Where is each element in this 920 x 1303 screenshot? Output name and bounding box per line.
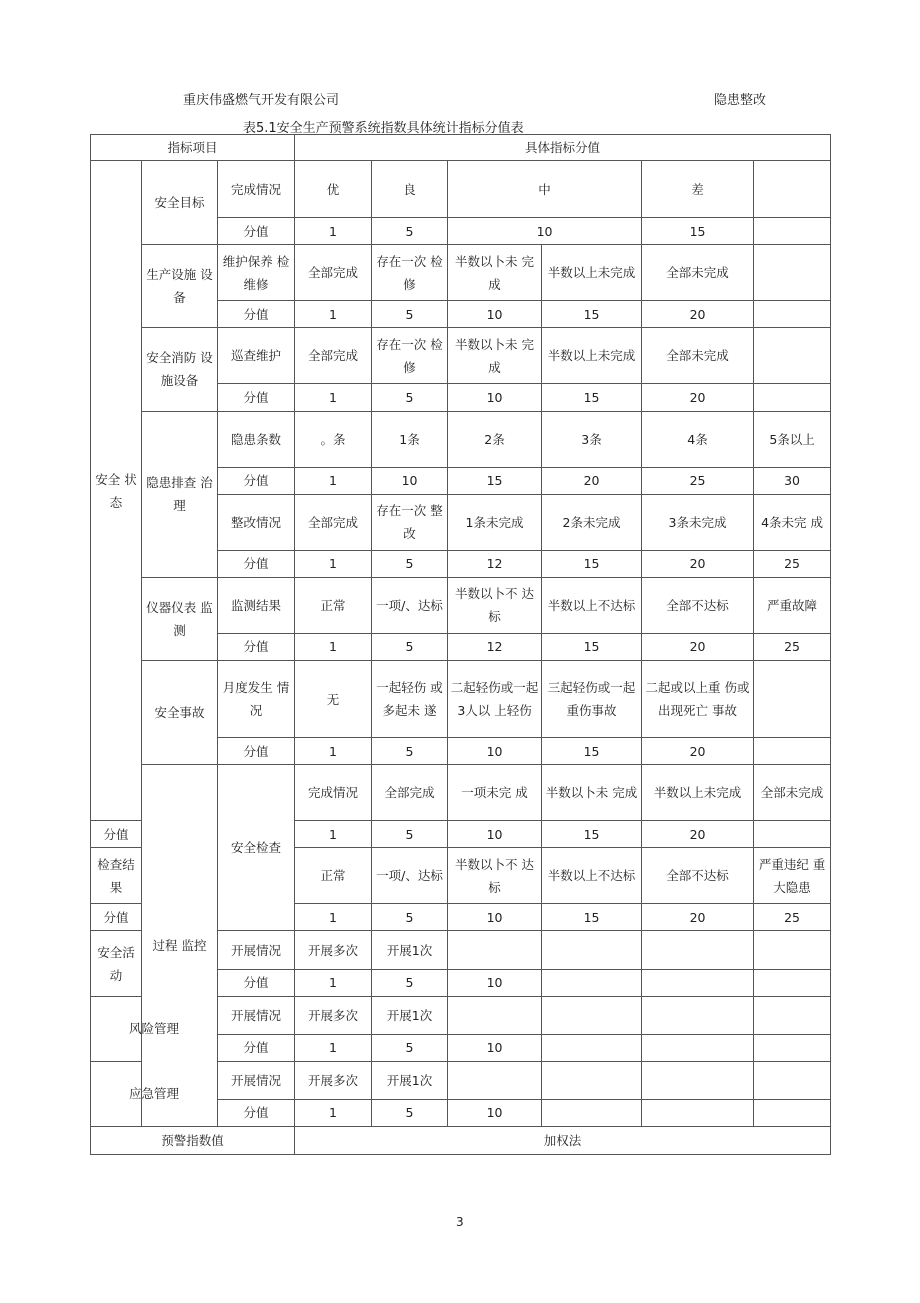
- cell: 全部完成: [372, 765, 448, 821]
- cell: 一项未完 成: [448, 765, 542, 821]
- cell: [448, 931, 542, 969]
- cell: 1: [295, 218, 372, 245]
- row-label: 监测结果: [218, 577, 295, 633]
- cell: 全部完成: [295, 245, 372, 301]
- cell: [754, 245, 831, 301]
- cell: 5条以上: [754, 411, 831, 467]
- cell: 2条未完成: [542, 494, 642, 550]
- cell: 10: [448, 301, 542, 328]
- cell: 5: [372, 1034, 448, 1061]
- cell: [754, 161, 831, 218]
- cell: 3条: [542, 411, 642, 467]
- cell: 10: [448, 384, 542, 411]
- cell: [754, 821, 831, 848]
- row-label: 分值: [91, 821, 142, 848]
- cell: 开展1次: [372, 931, 448, 969]
- cell: [754, 328, 831, 384]
- section-name: 仪器仪表 监测: [142, 577, 218, 660]
- footer-value: 加权法: [295, 1126, 831, 1154]
- cell: 半数以上未完成: [542, 328, 642, 384]
- cell: 1: [295, 821, 372, 848]
- cell: 半数以卜不 达标: [448, 577, 542, 633]
- row-label: 分值: [218, 467, 295, 494]
- cell: 20: [642, 301, 754, 328]
- cell: 15: [448, 467, 542, 494]
- group-process-monitoring: 过程 监控: [142, 765, 218, 1127]
- cell: 开展多次: [295, 1061, 372, 1099]
- cell: 1: [295, 969, 372, 996]
- cell: 12: [448, 550, 542, 577]
- section-name: 安全事故: [142, 660, 218, 764]
- cell: 20: [642, 384, 754, 411]
- indicator-table: [90, 134, 831, 1155]
- cell: 半数以卜未 完成: [448, 328, 542, 384]
- cell: 1: [295, 384, 372, 411]
- cell: 优: [295, 161, 372, 218]
- cell: 全部完成: [295, 328, 372, 384]
- header-value: 具体指标分值: [295, 135, 831, 161]
- cell: 全部未完成: [642, 328, 754, 384]
- cell: [754, 1099, 831, 1126]
- cell: 正常: [295, 848, 372, 904]
- cell: 15: [542, 633, 642, 660]
- cell: 1: [295, 1034, 372, 1061]
- cell: 5: [372, 384, 448, 411]
- cell: 二起轻伤或一起3人以 上轻伤: [448, 660, 542, 737]
- cell: 存在一次 检修: [372, 328, 448, 384]
- row-label: 开展情况: [218, 1061, 295, 1099]
- row-label: 分值: [218, 1034, 295, 1061]
- section-name: 隐患排查 治理: [142, 411, 218, 577]
- header-item: 指标项目: [91, 135, 295, 161]
- row-label: 分值: [218, 738, 295, 765]
- cell: [754, 1061, 831, 1099]
- cell: 1条: [372, 411, 448, 467]
- cell: [754, 301, 831, 328]
- cell: 10: [372, 467, 448, 494]
- cell: [754, 384, 831, 411]
- cell: 2条: [448, 411, 542, 467]
- cell: [754, 931, 831, 969]
- cell: 开展多次: [295, 996, 372, 1034]
- cell: [754, 1034, 831, 1061]
- cell: 半数以上不达标: [542, 848, 642, 904]
- page-number: 3: [456, 1215, 464, 1229]
- cell: 半数以卜不 达标: [448, 848, 542, 904]
- cell: 严重违纪 重大隐患: [754, 848, 831, 904]
- cell: 10: [448, 1099, 542, 1126]
- section-name: 安全活动: [91, 931, 142, 996]
- cell: 良: [372, 161, 448, 218]
- row-label: 维护保养 检维修: [218, 245, 295, 301]
- row-label: 分值: [218, 384, 295, 411]
- cell: [642, 969, 754, 996]
- document-type: 隐患整改: [714, 93, 767, 108]
- cell: [542, 931, 642, 969]
- cell: [754, 969, 831, 996]
- cell: [754, 996, 831, 1034]
- cell: 20: [642, 738, 754, 765]
- cell: 15: [542, 821, 642, 848]
- cell: 20: [542, 467, 642, 494]
- cell: 全部不达标: [642, 577, 754, 633]
- row-label: 巡查维护: [218, 328, 295, 384]
- cell: [542, 1061, 642, 1099]
- cell: 15: [642, 218, 754, 245]
- row-label: 开展情况: [218, 931, 295, 969]
- cell: 5: [372, 969, 448, 996]
- cell: 开展多次: [295, 931, 372, 969]
- cell: [542, 996, 642, 1034]
- cell: 1: [295, 738, 372, 765]
- cell: 存在一次 整改: [372, 494, 448, 550]
- cell: 15: [542, 384, 642, 411]
- cell: 5: [372, 633, 448, 660]
- cell: 25: [754, 633, 831, 660]
- group-safety-state: 安全 状态: [91, 161, 142, 821]
- cell: 3条未完成: [642, 494, 754, 550]
- cell: 15: [542, 301, 642, 328]
- cell: [754, 218, 831, 245]
- row-label: 隐患条数: [218, 411, 295, 467]
- cell: 一项/、达标: [372, 848, 448, 904]
- cell: 1: [295, 467, 372, 494]
- row-label: 完成情况: [295, 765, 372, 821]
- cell: 1: [295, 1099, 372, 1126]
- cell: [642, 996, 754, 1034]
- cell: 15: [542, 550, 642, 577]
- cell: [448, 996, 542, 1034]
- cell: [642, 1034, 754, 1061]
- row-label: 检查结果: [91, 848, 142, 904]
- row-label: 月度发生 情况: [218, 660, 295, 737]
- cell: [754, 660, 831, 737]
- cell: [754, 738, 831, 765]
- row-label: 分值: [218, 633, 295, 660]
- section-name: 安全检查: [218, 765, 295, 931]
- section-name: 安全消防 设施设备: [142, 328, 218, 411]
- cell: 半数以上未完成: [642, 765, 754, 821]
- row-label: 开展情况: [218, 996, 295, 1034]
- cell: 20: [642, 821, 754, 848]
- cell: [542, 1034, 642, 1061]
- cell: 半数以上未完成: [542, 245, 642, 301]
- cell: 25: [642, 467, 754, 494]
- cell: 12: [448, 633, 542, 660]
- cell: 半数以上不达标: [542, 577, 642, 633]
- row-label: 分值: [218, 1099, 295, 1126]
- cell: 4条未完 成: [754, 494, 831, 550]
- cell: 5: [372, 1099, 448, 1126]
- cell: 10: [448, 738, 542, 765]
- cell: 开展1次: [372, 1061, 448, 1099]
- cell: 20: [642, 550, 754, 577]
- cell: 半数以卜未 完成: [448, 245, 542, 301]
- cell: [642, 931, 754, 969]
- cell: 20: [642, 633, 754, 660]
- cell: [642, 1061, 754, 1099]
- row-label: 分值: [218, 218, 295, 245]
- row-label: 分值: [218, 301, 295, 328]
- cell: 25: [754, 550, 831, 577]
- cell: 一项/、达标: [372, 577, 448, 633]
- cell: 10: [448, 969, 542, 996]
- section-name: 安全目标: [142, 161, 218, 245]
- cell: [542, 969, 642, 996]
- cell: 30: [754, 467, 831, 494]
- row-label: 完成情况: [218, 161, 295, 218]
- cell: 15: [542, 904, 642, 931]
- section-name: 应急管理: [91, 1061, 218, 1126]
- cell: 5: [372, 550, 448, 577]
- cell: 5: [372, 821, 448, 848]
- cell: 1条未完成: [448, 494, 542, 550]
- cell: 无: [295, 660, 372, 737]
- cell: 10: [448, 218, 642, 245]
- cell: 1: [295, 301, 372, 328]
- row-label: 分值: [91, 904, 142, 931]
- cell: 正常: [295, 577, 372, 633]
- table-caption: 表5.1安全生产预警系统指数具体统计指标分值表: [243, 121, 524, 136]
- cell: [448, 1061, 542, 1099]
- cell: 25: [754, 904, 831, 931]
- cell: 1: [295, 633, 372, 660]
- cell: 一起轻伤 或多起未 遂: [372, 660, 448, 737]
- cell: [642, 1099, 754, 1126]
- company-name: 重庆伟盛燃气开发有限公司: [183, 93, 340, 108]
- cell: 5: [372, 218, 448, 245]
- cell: 全部未完成: [754, 765, 831, 821]
- cell: 4条: [642, 411, 754, 467]
- row-label: 分值: [218, 969, 295, 996]
- cell: 全部未完成: [642, 245, 754, 301]
- cell: 全部完成: [295, 494, 372, 550]
- cell: 严重故障: [754, 577, 831, 633]
- cell: 三起轻伤或一起重伤事故: [542, 660, 642, 737]
- row-label: 分值: [218, 550, 295, 577]
- cell: 二起或以上重 伤或出现死亡 事故: [642, 660, 754, 737]
- cell: 15: [542, 738, 642, 765]
- cell: 全部不达标: [642, 848, 754, 904]
- cell: 1: [295, 550, 372, 577]
- cell: 10: [448, 1034, 542, 1061]
- cell: 5: [372, 301, 448, 328]
- cell: 1: [295, 904, 372, 931]
- row-label: 整改情况: [218, 494, 295, 550]
- cell: 10: [448, 904, 542, 931]
- cell: 10: [448, 821, 542, 848]
- cell: 存在一次 检修: [372, 245, 448, 301]
- section-name: 风险管理: [91, 996, 218, 1061]
- cell: 5: [372, 738, 448, 765]
- cell: 。条: [295, 411, 372, 467]
- footer-label: 预警指数值: [91, 1126, 295, 1154]
- cell: 差: [642, 161, 754, 218]
- cell: 开展1次: [372, 996, 448, 1034]
- section-name: 生产设施 设备: [142, 245, 218, 328]
- cell: 20: [642, 904, 754, 931]
- cell: [542, 1099, 642, 1126]
- cell: 半数以卜未 完成: [542, 765, 642, 821]
- cell: 5: [372, 904, 448, 931]
- cell: 中: [448, 161, 642, 218]
